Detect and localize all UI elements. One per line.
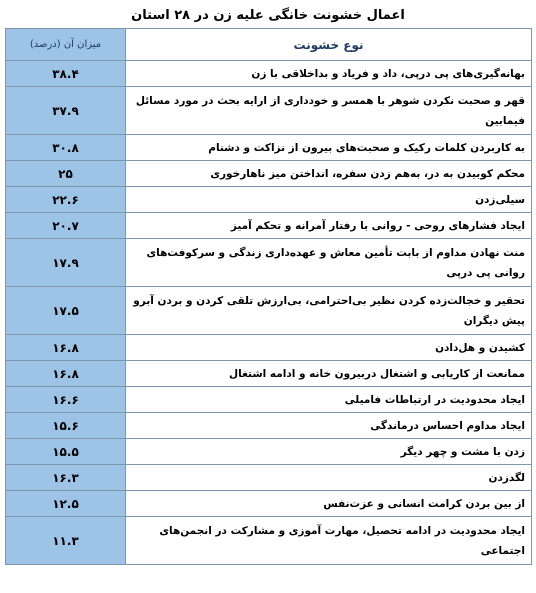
table-row: [6, 335, 532, 361]
violence-type-cell: ایجاد محدودیت در ارتباطات فامیلی: [126, 387, 532, 413]
violence-type-cell: بهانه‌گیری‌های پی درپی، داد و فریاد و بداخلاقی با زن: [126, 61, 532, 87]
rate-cell: ۱۶.۶: [6, 387, 126, 413]
violence-type-cell: کشیدن و هل‌دادن: [126, 335, 532, 361]
violence-type-cell: به کاربردن کلمات رکیک و صحبت‌های بیرون از نزاکت و دشنام: [126, 135, 532, 161]
rate-cell: ۲۰.۷: [6, 213, 126, 239]
table-row: [6, 135, 532, 161]
table-row: [6, 213, 532, 239]
table-row: [6, 491, 532, 517]
rate-cell: ۱۶.۸: [6, 335, 126, 361]
violence-type-cell: ایجاد مداوم احساس درماندگی: [126, 413, 532, 439]
table-row: [6, 517, 532, 565]
violence-type-cell: ایجاد محدودیت در ادامه تحصیل، مهارت آموزی و مشارکت در انجمن‌های اجتماعی: [126, 517, 532, 565]
page-title: اعمال خشونت خانگی علیه زن در ۲۸ استان: [131, 8, 405, 23]
violence-type-cell: زدن با مشت و چهر دیگر: [126, 439, 532, 465]
rate-cell: ۳۷.۹: [6, 87, 126, 135]
table-body: [6, 61, 532, 565]
rate-cell: ۱۷.۵: [6, 287, 126, 335]
table-row: [6, 439, 532, 465]
table-header-row: [6, 29, 532, 61]
table-row: [6, 465, 532, 491]
table-row: [6, 239, 532, 287]
violence-type-cell: قهر و صحبت نکردن شوهر با همسر و خودداری از ارایه بحث در مورد مسائل فیمابین: [126, 87, 532, 135]
violence-type-cell: ممانعت از کاریابی و اشتغال دربیرون خانه و ادامه اشتغال: [126, 361, 532, 387]
header-violence-type: نوع خشونت: [126, 29, 532, 61]
rate-cell: ۱۵.۶: [6, 413, 126, 439]
rate-cell: ۲۵: [6, 161, 126, 187]
violence-table: [5, 28, 532, 565]
rate-cell: ۲۲.۶: [6, 187, 126, 213]
rate-cell: ۱۶.۳: [6, 465, 126, 491]
table-row: [6, 287, 532, 335]
rate-cell: ۱۱.۳: [6, 517, 126, 565]
violence-type-cell: از بین بردن کرامت انسانی و عزت‌نفس: [126, 491, 532, 517]
violence-type-cell: ایجاد فشارهای روحی - روانی با رفتار آمرانه و تحکم آمیز: [126, 213, 532, 239]
table-row: [6, 187, 532, 213]
table-row: [6, 413, 532, 439]
table-row: [6, 361, 532, 387]
rate-cell: ۱۵.۵: [6, 439, 126, 465]
rate-cell: ۳۸.۴: [6, 61, 126, 87]
rate-cell: ۱۷.۹: [6, 239, 126, 287]
table-row: [6, 61, 532, 87]
violence-type-cell: سیلی‌زدن: [126, 187, 532, 213]
violence-type-cell: لگدزدن: [126, 465, 532, 491]
table-row: [6, 161, 532, 187]
violence-type-cell: محکم کوبیدن به در، به‌هم زدن سفره، انداختن میز ناهارخوری: [126, 161, 532, 187]
rate-cell: ۱۶.۸: [6, 361, 126, 387]
rate-cell: ۱۲.۵: [6, 491, 126, 517]
header-rate-percent: میزان آن (درصد): [6, 29, 126, 61]
rate-cell: ۳۰.۸: [6, 135, 126, 161]
table-row: [6, 87, 532, 135]
table-row: [6, 387, 532, 413]
violence-type-cell: تحقیر و خجالت‌زده کردن نظیر بی‌احترامی، بی‌ارزش تلقی کردن و بردن آبرو پیش دیگران: [126, 287, 532, 335]
violence-type-cell: منت نهادن مداوم از بابت تأمین معاش و عهده‌داری زندگی و سرکوفت‌های روانی پی درپی: [126, 239, 532, 287]
